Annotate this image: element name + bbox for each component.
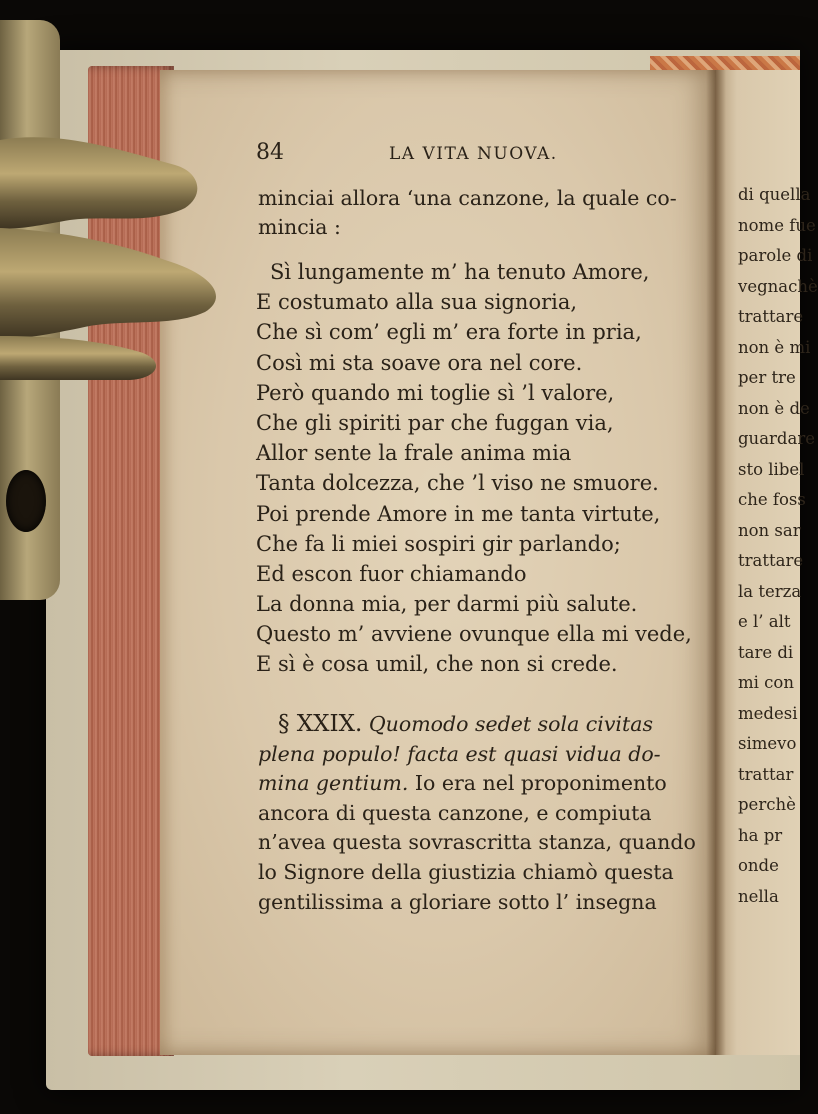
text-line: che foss (738, 490, 806, 509)
text-line: e l’ alt (738, 612, 791, 631)
text-line: trattare (738, 307, 804, 326)
verse-line: Però quando mi toglie sì ’l valore, (256, 380, 615, 405)
verse-line: Che gli spiriti par che fuggan via, (256, 410, 614, 435)
verse-line: Sì lungamente m’ ha tenuto Amore, (270, 260, 650, 284)
verse-line: E sì è cosa umil, che non si crede. (256, 652, 618, 677)
text-line: tare di (738, 642, 794, 662)
verse-line: Che fa li miei sospiri gir parlando; (256, 531, 621, 556)
book-gutter (706, 70, 726, 1055)
page-number: 84 (256, 140, 284, 165)
text-line: non è mi (738, 337, 811, 357)
verse-block (256, 257, 692, 680)
verse-line: Tanta dolcezza, che ’l viso ne smuore. (256, 471, 659, 496)
text-line: nella (738, 886, 779, 906)
text-line: onde (738, 856, 779, 875)
section-xxix (258, 710, 696, 917)
verse-line: Che sì com’ egli m’ era forte in pria, (256, 320, 642, 345)
text-line: medesi (738, 703, 798, 723)
section-heading: § XXIX. (278, 711, 363, 737)
text-line: ancora di questa canzone, e compiuta (258, 800, 652, 825)
verse-line: Poi prende Amore in me tanta virtute, (256, 501, 661, 526)
latin-quote: plena populo! facta est quasi vidua do- (258, 741, 661, 766)
text-line: minciai allora ‘una canzone, la quale co- (258, 186, 677, 210)
text-line: non sar (738, 520, 801, 540)
text-line: mincia : (258, 215, 341, 239)
text-line: trattare (738, 551, 804, 570)
verse-line: Così mi sta soave ora nel core. (256, 350, 583, 375)
text-line: per tre (738, 368, 796, 387)
right-page-text (738, 180, 818, 912)
text-line: mi con (738, 673, 794, 692)
text-line: simevo (738, 734, 797, 753)
text-line: gentilissima a gloriare sotto l’ insegna (258, 889, 657, 914)
text-line: trattar (738, 764, 794, 784)
text-line: lo Signore della giustizia chiamò questa (258, 859, 674, 884)
text-line: n’avea questa sovrascritta stanza, quando (258, 830, 696, 855)
latin-quote: mina gentium. (258, 771, 409, 796)
text-line: Io era nel proponimento (408, 771, 667, 796)
text-line: nome fue (738, 215, 816, 235)
text-line: parole di (738, 246, 813, 265)
text-line: guardare (738, 429, 815, 448)
text-line: vegnachè (738, 276, 818, 296)
latin-quote: Quomodo sedet sola civitas (368, 712, 653, 736)
brass-page-holder (0, 100, 230, 380)
intro-text (258, 184, 677, 242)
text-line: di quella (738, 185, 811, 204)
text-line: perchè (738, 795, 796, 814)
verse-line: Ed escon fuor chiamando (256, 561, 527, 586)
running-title: LA VITA NUOVA. (389, 144, 558, 164)
verse-line: Questo m’ avviene ovunque ella mi vede, (256, 622, 692, 647)
brass-holder-hole (6, 470, 46, 532)
verse-line: La donna mia, per darmi più salute. (256, 592, 638, 617)
verse-line: E costumato alla sua signoria, (256, 290, 578, 315)
verse-line: Allor sente la frale anima mia (256, 441, 572, 466)
text-line: non è de (738, 398, 810, 418)
text-line: la terza (738, 581, 802, 601)
text-line: ha pr (738, 825, 783, 845)
running-header (256, 140, 696, 170)
text-line: sto libel (738, 459, 805, 479)
